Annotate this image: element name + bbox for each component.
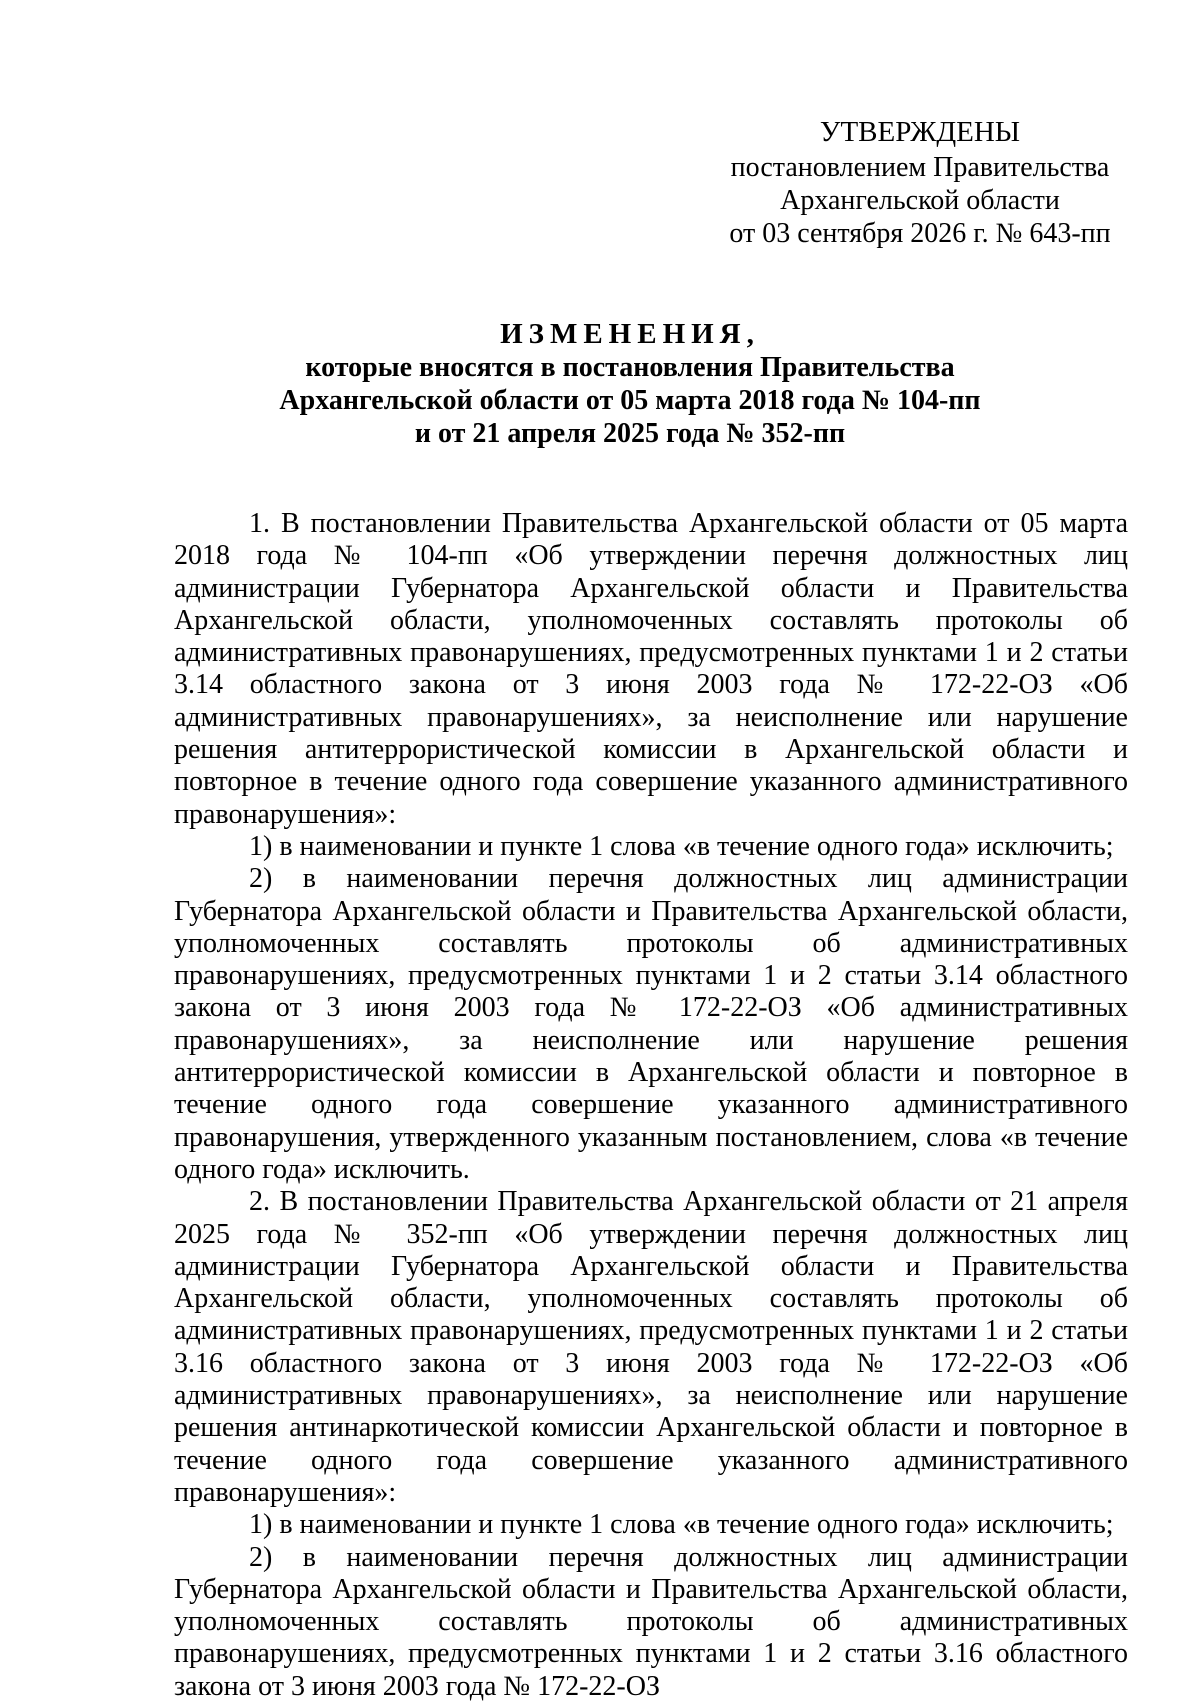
approval-title: УТВЕРЖДЕНЫ [819, 116, 1021, 148]
paragraph-2-subitem-2: 2) в наименовании перечня должностных лиц администрации Губернатора Архангельской области и Правительства Архангельской области, уполномоченных составлять протоколы об административных правонарушениях, предусмотренных пунктами 1 и 2 статьи 3.16 областного закона от 3 июня 2003 года № 172-22-ОЗ [174, 1541, 1128, 1702]
heading-line-3: и от 21 апреля 2025 года № 352-пп [414, 418, 846, 449]
document-heading [150, 318, 1110, 450]
paragraph-1-subitem-1: 1) в наименовании и пункте 1 слова «в течение одного года» исключить; [249, 830, 1114, 862]
paragraph-2-subitem-1: 1) в наименовании и пункте 1 слова «в течение одного года» исключить; [249, 1509, 1114, 1541]
approval-line-1: постановлением Правительства [730, 152, 1110, 183]
approval-line-2: Архангельской области [780, 185, 1060, 216]
document-body [174, 508, 1128, 1703]
heading-title: ИЗМЕНЕНИЯ, [500, 318, 760, 350]
approval-block [700, 116, 1140, 250]
heading-line-2: Архангельской области от 05 марта 2018 года № 104-пп [279, 385, 981, 416]
paragraph-1-subitem-2: 2) в наименовании перечня должностных лиц администрации Губернатора Архангельской области и Правительства Архангельской области, уполномоченных составлять протоколы об административных правонарушениях, предусмотренных пунктами 1 и 2 статьи 3.14 областного закона от 3 июня 2003 года № 172-22-ОЗ «Об административных правонарушениях», за неисполнение или нарушение решения антитеррористической комиссии в Архангельской области и повторное в течение одного года совершение указанного административного правонарушения, утвержденного указанным постановлением, слова «в течение одного года» исключить. [174, 863, 1128, 1185]
paragraph-2: 2. В постановлении Правительства Архангельской области от 21 апреля 2025 года № 352-пп «Об утверждении перечня должностных лиц администрации Губернатора Архангельской области и Правительства Архангельской области, уполномоченных составлять протоколы об административных правонарушениях, предусмотренных пунктами 1 и 2 статьи 3.16 областного закона от 3 июня 2003 года № 172-22-ОЗ «Об административных правонарушениях», за неисполнение или нарушение решения антинаркотической комиссии Архангельской области и повторное в течение одного года совершение указанного административного правонарушения»: [174, 1186, 1128, 1508]
heading-line-1: которые вносятся в постановления Правительства [305, 352, 955, 383]
paragraph-1: 1. В постановлении Правительства Архангельской области от 05 марта 2018 года № 104-пп «Об утверждении перечня должностных лиц администрации Губернатора Архангельской области и Правительства Архангельской области, уполномоченных составлять протоколы об административных правонарушениях, предусмотренных пунктами 1 и 2 статьи 3.14 областного закона от 3 июня 2003 года № 172-22-ОЗ «Об административных правонарушениях», за неисполнение или нарушение решения антитеррористической комиссии в Архангельской области и повторное в течение одного года совершение указанного административного правонарушения»: [174, 508, 1128, 830]
approval-line-3: от 03 сентября 2026 г. № 643-пп [729, 218, 1111, 249]
